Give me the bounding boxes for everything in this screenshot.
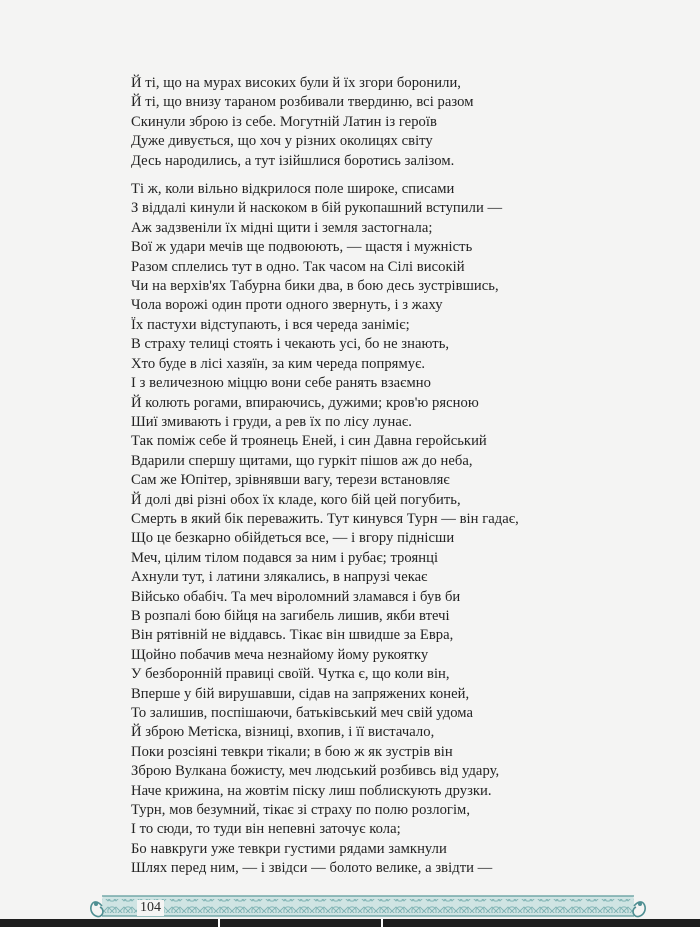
poem-line: Військо обабіч. Та меч віроломний зламався і був би [131,588,461,605]
poem-line: Щойно побачив меча незнайому йому рукоятку [131,646,429,663]
poem-line: З віддалі кинули й наскоком в бій рукопашний вступили — [131,200,503,217]
poem-line: Чи на верхів'ях Табурна бики два, в бою десь зустрівшись, [131,278,499,295]
poem-line: Ахнули тут, і латини злякались, в напрузі чекає [131,569,428,586]
poem-line: Й зброю Метіска, візниці, вхопив, і її вистачало, [131,724,435,741]
poem-line: Наче крижина, на жовтім піску лиш поблискують друзки. [131,782,492,799]
poem-line: Меч, цілим тілом подався за ним і рубає; троянці [131,549,439,566]
poem-line: Десь народились, а тут ізійшлися боротись залізом. [131,152,455,169]
poem-line: Бо навкруги уже тевкри густими рядами замкнули [131,840,447,857]
poem-line: Вперше у бій вирушавши, сідав на запряжених коней, [131,685,470,702]
poem-line: Їх пастухи відступають, і вся череда заніміє; [131,316,410,333]
poem-line: Сам же Юпітер, зрівнявши вагу, терези встановляє [131,472,450,489]
poem-line: І з величезною міццю вони себе ранять взаємно [131,375,431,392]
poem-line: Хто буде в лісі хазяїн, за ким череда попрямує. [131,355,426,372]
poem-line: Й ті, що на мурах високих були й їх згори боронили, [131,75,461,91]
poem-line: Скинули зброю із себе. Могутній Латин із героїв [131,113,437,130]
poem-line: Й ті, що внизу тараном розбивали твердиню, всі разом [131,94,474,111]
poem-line: В розпалі бою бійця на загибель лишив, якби втечі [131,607,450,624]
poem-line: У безборонній правиці своїй. Чутка є, що коли він, [131,666,450,683]
page-number: 104 [137,900,164,916]
poem-text [131,74,591,879]
poem-line: Зброю Вулкана божисту, меч людський розбивсь від удару, [131,763,500,780]
poem-line: Вої ж удари мечів ще подвоюють, — щастя і мужність [131,239,473,256]
poem-line: Шлях перед ним, — і звідси — болото велике, а звідти — [131,860,493,877]
poem-line: Аж задзвеніли їх мідні щити і земля застогнала; [131,219,433,236]
poem-line: Дуже дивується, що хоч у різних околицях світу [131,133,433,150]
poem-line: Шиї змивають і груди, а рев їх по лісу лунає. [131,413,412,430]
poem-line: Ті ж, коли вільно відкрилося поле широке, списами [131,181,455,198]
poem-line: Так поміж себе й троянець Еней, і син Давна геройський [131,433,487,450]
scan-edge-strip [0,919,700,927]
poem-line: Чола ворожі один проти одного звернуть, і з жаху [131,297,443,314]
poem-line: Поки розсіяні тевкри тікали; в бою ж як зустрів він [131,743,453,760]
poem-line: Й колють рогами, впираючись, дужими; кров'ю рясною [131,394,479,411]
stanza [131,74,591,171]
poem-line: В страху телиці стоять і чекають усі, бо не знають, [131,336,450,353]
poem-line: Й долі дві різні обох їх кладе, кого бій цей погубить, [131,491,461,508]
poem-line: Він рятівній не віддавсь. Тікає він швидше за Евра, [131,627,454,644]
poem-line: Разом сплелись тут в одно. Так часом на Сілі високій [131,258,465,275]
poem-line: І то сюди, то туди він непевні заточує кола; [131,821,401,838]
poem-line: Турн, мов безумний, тікає зі страху по полю розлогім, [131,802,471,819]
poem-line: Вдарили спершу щитами, що гуркіт пішов аж до неба, [131,452,473,469]
poem-line: То залишив, поспішаючи, батьківський меч свій удома [131,705,473,721]
poem-line: Що це безкарно обійдеться все, — і вгору піднісши [131,530,455,547]
stanza [131,180,591,879]
poem-line: Смерть в який бік переважить. Тут кинувся Турн — він гадає, [131,510,519,527]
